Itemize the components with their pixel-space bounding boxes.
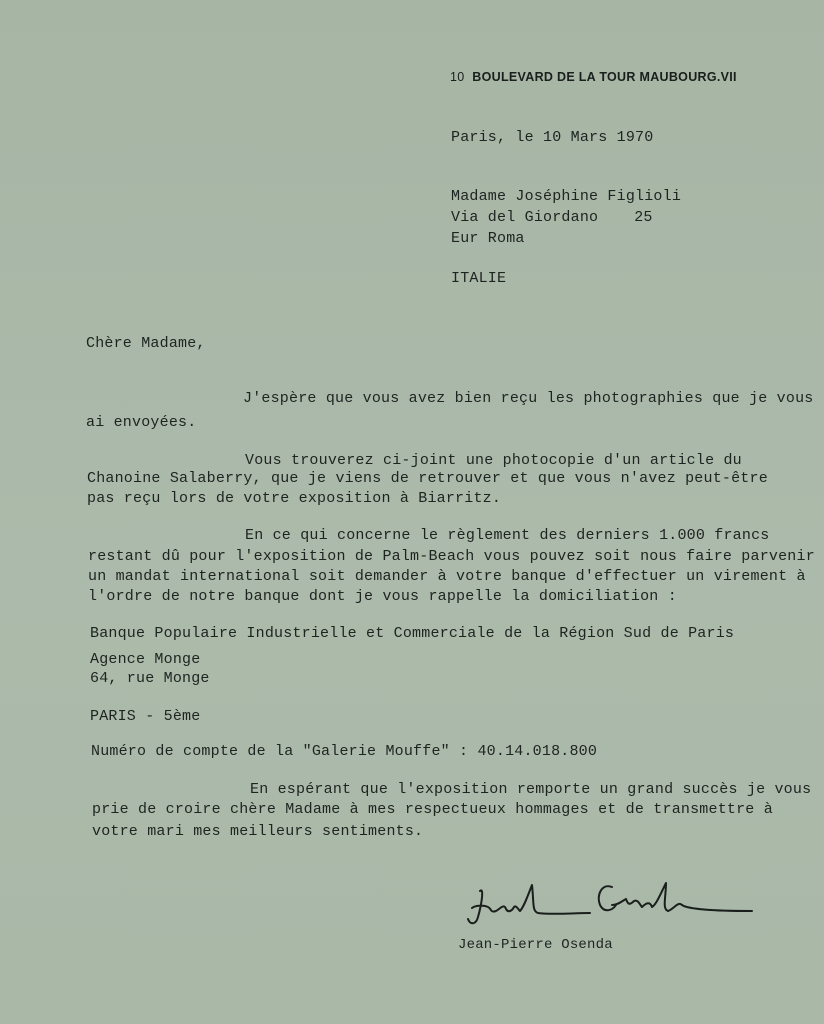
handwritten-signature — [462, 875, 762, 935]
letterhead-number: 10 — [450, 70, 465, 84]
paragraph-3-line-4: l'ordre de notre banque dont je vous rappelle la domiciliation : — [88, 588, 677, 605]
bank-city: PARIS - 5ème — [90, 708, 201, 725]
recipient-street-number: 25 — [634, 209, 653, 226]
letterhead-street: BOULEVARD DE LA TOUR MAUBOURG.VII — [472, 70, 737, 84]
bank-name: Banque Populaire Industrielle et Commerciale de la Région Sud de Paris — [90, 625, 735, 642]
signature-name: Jean-Pierre Osenda — [458, 937, 613, 953]
recipient-street-name: Via del Giordano — [451, 209, 599, 226]
account-number: Numéro de compte de la "Galerie Mouffe" : 40.14.018.800 — [91, 743, 598, 760]
letterhead-address — [450, 70, 737, 84]
paragraph-4-line-1: En espérant que l'exposition remporte un grand succès je vous — [250, 781, 812, 798]
salutation: Chère Madame, — [86, 335, 206, 352]
bank-street: 64, rue Monge — [90, 670, 210, 687]
paragraph-1-line-2: ai envoyées. — [86, 414, 197, 431]
paragraph-2-line-2: Chanoine Salaberry, que je viens de retrouver et que vous n'avez peut-être — [87, 470, 768, 487]
paragraph-3-line-3: un mandat international soit demander à votre banque d'effectuer un virement à — [88, 568, 806, 585]
bank-agency: Agence Monge — [90, 651, 201, 668]
paragraph-2-line-3: pas reçu lors de votre exposition à Biarritz. — [87, 490, 502, 507]
paragraph-2-line-1: Vous trouverez ci-joint une photocopie d'un article du — [245, 452, 742, 469]
paragraph-4-line-3: votre mari mes meilleurs sentiments. — [92, 823, 424, 840]
paragraph-3-line-2: restant dû pour l'exposition de Palm-Beach vous pouvez soit nous faire parvenir — [88, 548, 815, 565]
recipient-name: Madame Joséphine Figlioli — [451, 188, 682, 205]
recipient-country: ITALIE — [451, 270, 507, 287]
recipient-street — [451, 209, 653, 226]
recipient-city: Eur Roma — [451, 230, 525, 247]
date-line: Paris, le 10 Mars 1970 — [451, 129, 654, 146]
paragraph-3-line-1: En ce qui concerne le règlement des derniers 1.000 francs — [245, 527, 770, 544]
paragraph-4-line-2: prie de croire chère Madame à mes respectueux hommages et de transmettre à — [92, 801, 773, 818]
paragraph-1-line-1: J'espère que vous avez bien reçu les photographies que je vous — [243, 390, 814, 407]
